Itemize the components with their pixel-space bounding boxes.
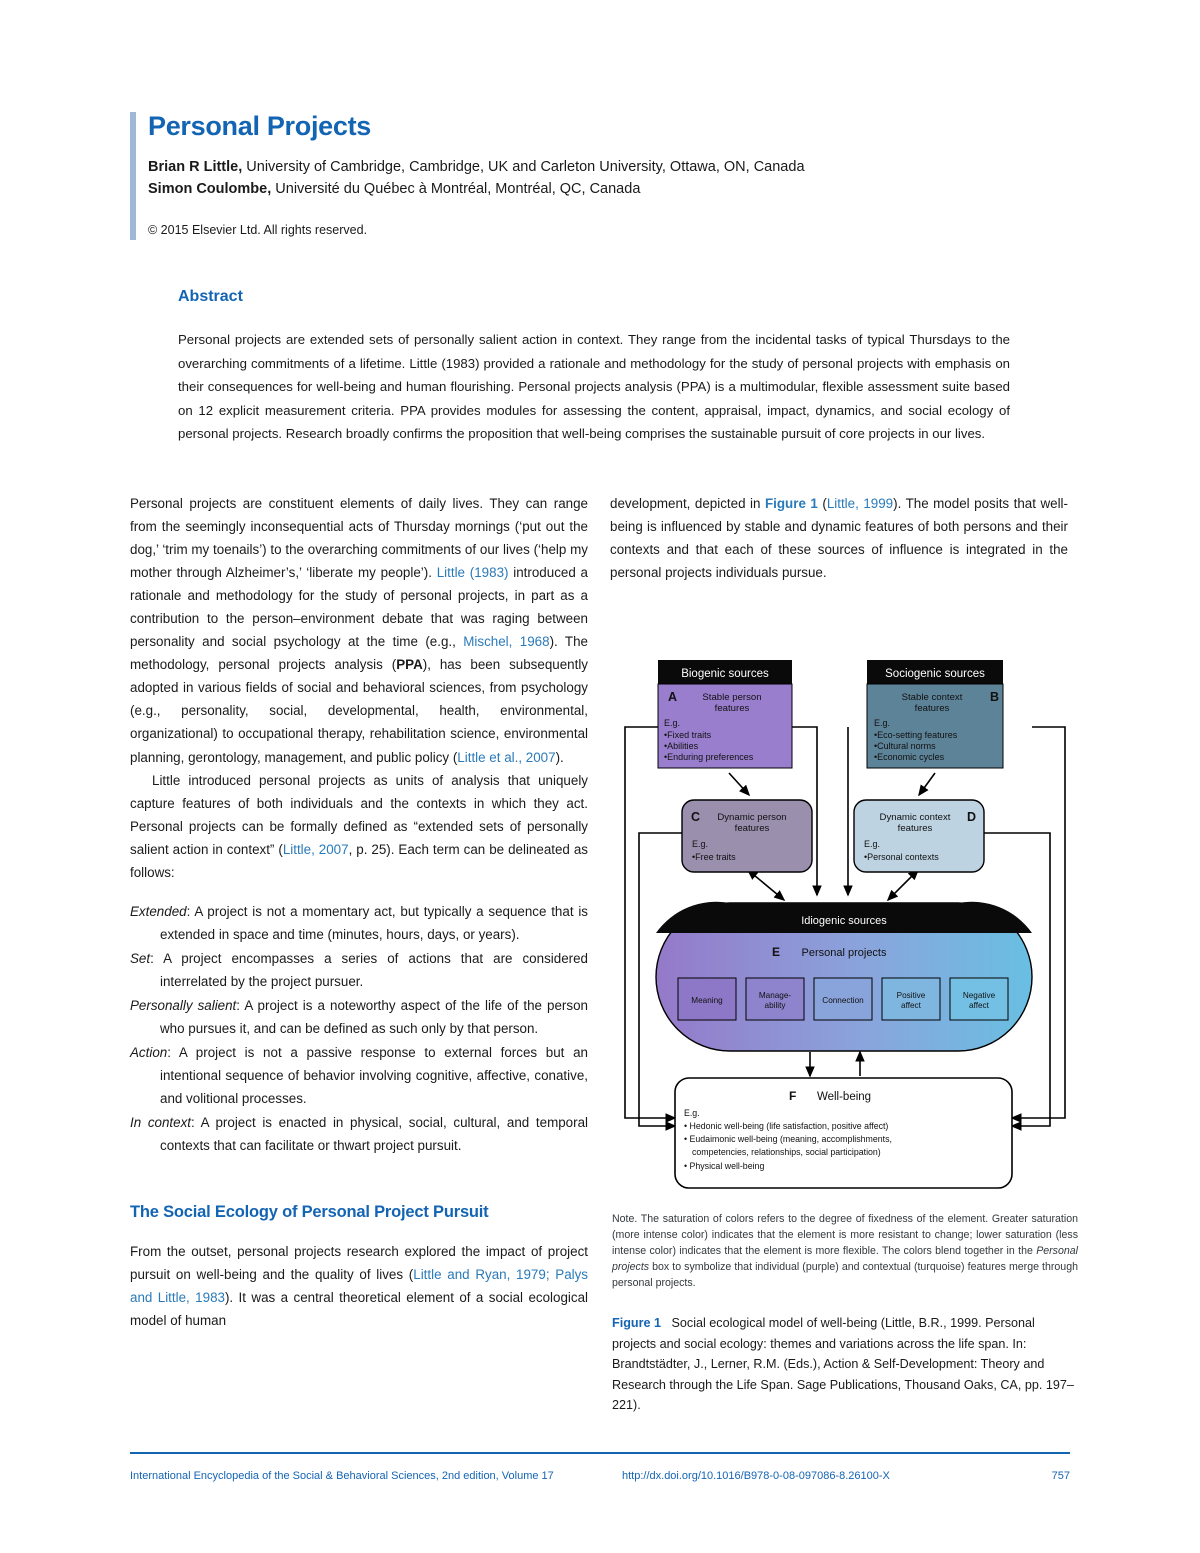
paragraph-4 [610, 492, 1068, 584]
p1-part-e: ). [555, 749, 564, 765]
svg-text:Sociogenic sources: Sociogenic sources [885, 668, 985, 680]
svg-text:features: features [914, 703, 950, 714]
definition-term: Extended [130, 903, 187, 919]
author-list [148, 156, 1070, 201]
citation-little-et-al-2007[interactable]: Little et al., 2007 [457, 749, 556, 765]
definition-term: Personally salient [130, 997, 237, 1013]
svg-text:•Free traits: •Free traits [692, 852, 736, 862]
footer-doi-link[interactable]: http://dx.doi.org/10.1016/B978-0-08-097086-8.26100-X [622, 1470, 890, 1482]
author-2-affiliation: Université du Québec à Montréal, Montréal, QC, Canada [271, 181, 641, 198]
definition-item [130, 1041, 588, 1110]
p3-part-a: From the outset, personal projects research explored the impact of project pursuit on well-being and the quality of lives ( [130, 1244, 588, 1283]
citation-little-2007[interactable]: Little, 2007 [282, 841, 349, 857]
svg-text:•Eco-setting features: •Eco-setting features [874, 730, 958, 740]
author-line-2 [148, 178, 1070, 200]
citation-little-1983[interactable]: Little (1983) [436, 565, 509, 581]
svg-text:Stable context: Stable context [901, 692, 963, 703]
svg-text:•Cultural norms: •Cultural norms [874, 741, 936, 751]
section-heading-social-ecology: The Social Ecology of Personal Project Pursuit [130, 1203, 489, 1222]
citation-little-1999[interactable]: Little, 1999 [826, 496, 894, 511]
author-line-1 [148, 156, 1070, 178]
figure-caption-text: Social ecological model of well-being (Little, B.R., 1999. Personal projects and social ecology: themes and variations across the life span. In: Brandtstädter, J., Lerner, R.M. (Eds.), Action & Self-Development: Theory and Research through the Life Span. Sage Publications, Thousand Oaks, CA, pp. 197–221). [612, 1316, 1074, 1413]
definition-term: In context [130, 1115, 191, 1131]
footer-source: International Encyclopedia of the Social & Behavioral Sciences, 2nd edition, Volume 17 [130, 1470, 554, 1482]
svg-text:B: B [990, 690, 1000, 704]
body-column-right [610, 492, 1068, 584]
definition-item [130, 1111, 588, 1157]
svg-text:•Fixed traits: •Fixed traits [664, 730, 712, 740]
footer-page-number: 757 [1051, 1470, 1070, 1482]
author-1-name: Brian R Little, [148, 158, 243, 175]
svg-text:E.g.: E.g. [864, 839, 881, 849]
social-ecological-model-svg [612, 648, 1078, 1201]
svg-text:Well-being: Well-being [816, 1091, 872, 1103]
p1-part-c: ). The methodology, personal projects analysis ( [130, 634, 589, 673]
svg-text:• Physical well-being: • Physical well-being [684, 1161, 765, 1171]
p3-part-b: ). It was a central theoretical element of a social ecological model of human [130, 1290, 588, 1329]
svg-text:affect: affect [969, 1001, 989, 1010]
definition-term: Action [130, 1045, 168, 1061]
figure-note-part-a: Note. The saturation of colors refers to the degree of fixedness of the element. Greater saturation (more intense color) indicates that the element is more resistant to change; lower saturation (less intense color) indicates that the element is more flexible. The colors blend together in the [612, 1213, 1078, 1258]
svg-text:features: features [897, 823, 933, 834]
p2-part-b: , p. 25). Each term can be delineated as follows: [130, 841, 588, 880]
abbrev-ppa: PPA [396, 657, 423, 673]
svg-text:Manage-: Manage- [758, 991, 792, 1000]
abstract-section [178, 288, 1010, 446]
p4-part-b: ( [817, 496, 827, 511]
svg-text:E.g.: E.g. [874, 718, 891, 728]
figure-caption-label: Figure 1 [612, 1316, 661, 1331]
definition-text: : A project is enacted in physical, social, cultural, and temporal contexts that can facilitate or thwart project pursuit. [160, 1115, 588, 1154]
definition-item [130, 947, 588, 993]
svg-text:• Hedonic well-being (life sat: • Hedonic well-being (life satisfaction, positive affect) [684, 1121, 889, 1131]
svg-text:Negative: Negative [962, 991, 996, 1000]
svg-text:Positive: Positive [896, 991, 926, 1000]
definition-text: : A project encompasses a series of actions that are considered interrelated by the project pursuer. [150, 950, 588, 989]
svg-text:Dynamic person: Dynamic person [717, 812, 787, 823]
body-column-left [130, 492, 588, 1333]
abstract-body: Personal projects are extended sets of personally salient action in context. They range from the incidental tasks of typical Thursdays to the overarching commitments of a lifetime. Little (1983) provided a rationale and methodology for the study of personal projects with emphasis on their consequences for well-being and human flourishing. Personal projects analysis (PPA) is a multimodular, flexible assessment suite based on 12 explicit measurement criteria. PPA provides modules for assessing the content, appraisal, impact, dynamics, and social ecology of personal projects. Research broadly confirms the proposition that well-being comprises the sustainable pursuit of core projects in our lives. [178, 332, 1010, 441]
paragraph-3 [130, 1240, 588, 1332]
figure-caption [612, 1313, 1078, 1415]
svg-text:C: C [691, 810, 701, 824]
definition-text: : A project is not a passive response to external forces but an intentional sequence of behavior involving cognitive, affective, conative, and volitional processes. [160, 1045, 588, 1107]
definition-text: : A project is a noteworthy aspect of the life of the person who pursues it, and can be defined as such only by that person. [160, 997, 588, 1037]
header-accent-rule [130, 112, 136, 240]
citation-little-ryan-palys[interactable]: Little and Ryan, 1979; Palys and Little, 1983 [130, 1267, 589, 1306]
svg-text:Meaning: Meaning [691, 996, 723, 1005]
paragraph-2 [130, 769, 588, 884]
page-title: Personal Projects [148, 111, 372, 141]
figure-note [612, 1211, 1078, 1291]
citation-mischel-1968[interactable]: Mischel, 1968 [463, 634, 550, 650]
figure-diagram [612, 648, 1078, 1201]
svg-text:E.g.: E.g. [684, 1108, 700, 1118]
svg-text:•Personal contexts: •Personal contexts [864, 852, 939, 862]
p1-part-b: introduced a rationale and methodology for the study of personal projects, in part as a contribution to the person–environment debate that was raging between personality and social psychology at the time (e.g., [130, 565, 588, 650]
svg-text:Stable person: Stable person [702, 692, 762, 703]
svg-text:E.g.: E.g. [692, 839, 709, 849]
author-2-name: Simon Coulombe, [148, 181, 272, 198]
figure-note-italic: Personal projects [612, 1245, 1078, 1274]
svg-text:Idiogenic sources: Idiogenic sources [801, 915, 887, 927]
svg-text:D: D [967, 810, 977, 824]
p1-part-a: Personal projects are constituent elements of daily lives. They can range from the seemingly inconsequential acts of Thursday mornings (‘put out the dog,’ ‘trim my toenails’) to the overarching commitments of our lives (‘help my mother through Alzheimer’s,’ ‘liberate my people’). [130, 496, 588, 581]
abstract-heading: Abstract [178, 288, 243, 305]
svg-text:E.g.: E.g. [664, 718, 681, 728]
footer-divider [130, 1452, 1070, 1454]
p4-part-a: development, depicted in [610, 496, 765, 511]
svg-text:competencies, relationships, s: competencies, relationships, social participation) [692, 1147, 881, 1157]
svg-text:affect: affect [901, 1001, 921, 1010]
figure-reference-link[interactable]: Figure 1 [764, 496, 818, 511]
article-header [130, 112, 1070, 237]
definition-text: : A project is not a momentary act, but typically a sequence that is extended in space and time (minutes, hours, days, or years). [160, 903, 588, 942]
author-1-affiliation: University of Cambridge, Cambridge, UK and Carleton University, Ottawa, ON, Canada [242, 158, 805, 175]
svg-text:Biogenic sources: Biogenic sources [681, 668, 769, 680]
paragraph-1 [130, 492, 588, 769]
p1-part-d: ), has been subsequently adopted in various fields of social and behavioral sciences, from psychology (e.g., personality, social, developmental, health, environmental, organizational) to occupational therapy, rehabilitation science, environmental planning, gerontology, management, and public policy ( [130, 657, 588, 765]
svg-text:•Economic cycles: •Economic cycles [874, 752, 945, 762]
svg-text:F: F [789, 1089, 797, 1103]
svg-text:Personal projects: Personal projects [801, 947, 887, 959]
p4-part-c: ). The model posits that well-being is influenced by stable and dynamic features of both persons and their contexts and that each of these sources of influence is integrated in the personal projects individuals pursue. [610, 496, 1068, 581]
svg-text:E: E [772, 945, 781, 959]
svg-text:features: features [714, 703, 750, 714]
svg-text:ability: ability [764, 1001, 786, 1010]
svg-text:A: A [668, 690, 678, 704]
definition-list [130, 900, 588, 1158]
definition-item [130, 900, 588, 946]
svg-text:features: features [734, 823, 770, 834]
svg-text:•Enduring preferences: •Enduring preferences [664, 752, 754, 762]
p2-part-a: Little introduced personal projects as units of analysis that uniquely capture features of both individuals and the contexts in which they act. Personal projects can be formally defined as “extended sets of personally salient action in context” ( [130, 772, 588, 857]
figure-1 [612, 648, 1078, 1415]
definition-term: Set [130, 950, 151, 966]
copyright-line: © 2015 Elsevier Ltd. All rights reserved. [148, 222, 368, 237]
figure-note-part-b: box to symbolize that individual (purple) and contextual (turquoise) features merge through personal projects. [612, 1261, 1078, 1290]
svg-text:•Abilities: •Abilities [664, 741, 699, 751]
svg-text:Dynamic context: Dynamic context [879, 812, 951, 823]
svg-text:Connection: Connection [822, 996, 864, 1005]
svg-text:• Eudaimonic well-being (meani: • Eudaimonic well-being (meaning, accomplishments, [684, 1134, 892, 1144]
definition-item [130, 994, 588, 1040]
